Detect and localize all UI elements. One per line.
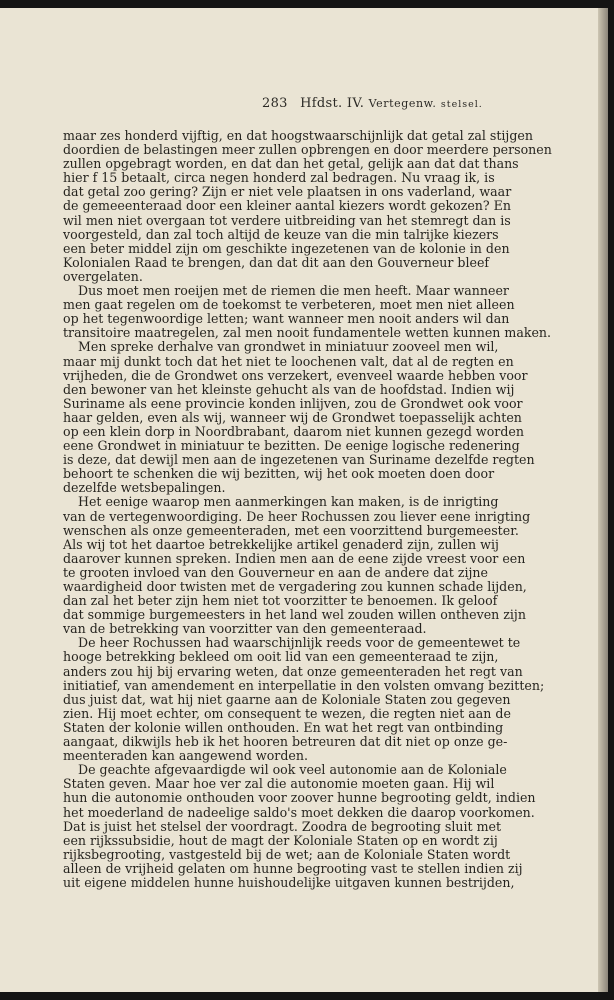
- text-line: Men spreke derhalve van grondwet in miniatuur zooveel men wil,: [78, 339, 499, 355]
- text-line: Suriname als eene provincie konden inlijven, zou de Grondwet ook voor: [63, 395, 523, 411]
- text-line: dan zal het beter zijn hem niet tot voorzitter te benoemen. Ik geloof: [63, 593, 498, 609]
- text-line: Dat is juist het stelsel der voordragt. Zoodra de begrooting sluit met: [63, 818, 502, 834]
- paragraph: [63, 762, 536, 890]
- chapter-label: Hfdst. IV.: [300, 96, 365, 111]
- text-line: op het tegenwoordige letten; want wanneer men nooit anders wil dan: [63, 311, 510, 327]
- text-line: is deze, dat dewijl men aan de ingezetenen van Suriname dezelfde regten: [63, 452, 535, 468]
- page-number: 283: [262, 96, 288, 111]
- section-title: Vertegenw.: [368, 97, 437, 110]
- text-line: dus juist dat, wat hij niet gaarne aan de Koloniale Staten zou gegeven: [63, 691, 511, 707]
- text-line: vrijheden, die de Grondwet ons verzekert, evenveel waarde hebben voor: [63, 367, 528, 383]
- text-line: initiatief, van amendement en interpellatie in den volsten omvang bezitten;: [63, 677, 545, 693]
- paragraph: [63, 339, 535, 496]
- text-line: behoort te schenken die wij bezitten, wij het ook moeten doen door: [63, 466, 495, 482]
- section-title-end: stelsel.: [440, 99, 483, 110]
- text-line: dat getal zoo gering? Zijn er niet vele plaatsen in ons vaderland, waar: [63, 184, 512, 200]
- text-line: Als wij tot het daartoe betrekkelijke artikel genaderd zijn, zullen wij: [63, 536, 499, 552]
- text-line: op een klein dorp in Noordbrabant, daarom niet kunnen gezegd worden: [63, 423, 524, 439]
- text-line: daarover kunnen spreken. Indien men aan de eene zijde vreest voor een: [63, 550, 526, 566]
- text-line: De heer Rochussen had waarschijnlijk reeds voor de gemeentewet te: [78, 635, 521, 651]
- text-line: Het eenige waarop men aanmerkingen kan maken, is de inrigting: [78, 494, 499, 510]
- text-line: Kolonialen Raad te brengen, dan dat dit aan den Gouverneur bleef: [63, 254, 490, 270]
- text-line: dat sommige burgemeesters in het land wel zouden willen ontheven zijn: [63, 607, 526, 623]
- text-line: wenschen als onze gemeenteraden, met een voorzittend burgemeester.: [63, 522, 519, 538]
- text-line: dezelfde wetsbepalingen.: [63, 480, 226, 496]
- text-line: zien. Hij moet echter, om consequent te wezen, die regten niet aan de: [63, 705, 511, 721]
- text-line: voorgesteld, dan zal toch altijd de keuze van die min talrijke kiezers: [63, 226, 499, 242]
- text-line: Dus moet men roeijen met de riemen die men heeft. Maar wanneer: [78, 283, 509, 299]
- text-line: een rijkssubsidie, hout de magt der Koloniale Staten op en wordt zij: [63, 832, 498, 848]
- text-line: den bewoner van het kleinste gehucht als van de hoofdstad. Indien wij: [63, 381, 515, 397]
- text-line: te grooten invloed van den Gouverneur en aan de andere dat zijne: [63, 564, 488, 580]
- text-line: wil men niet overgaan tot verdere uitbreiding van het stemregt dan is: [63, 212, 511, 228]
- page-edge: [598, 8, 608, 992]
- text-line: men gaat regelen om de toekomst te verbeteren, moet men niet alleen: [63, 297, 515, 313]
- text-line: hier f 15 betaalt, circa negen honderd zal bedragen. Nu vraag ik, is: [63, 170, 495, 186]
- text-line: een beter middel zijn om geschikte ingezetenen van de kolonie in den: [63, 240, 510, 256]
- text-line: uit eigene middelen hunne huishoudelijke uitgaven kunnen bestrijden,: [63, 874, 515, 890]
- text-line: het moederland de nadeelige saldo's moet dekken die daarop voorkomen.: [63, 804, 535, 820]
- text-line: Staten geven. Maar hoe ver zal die autonomie moeten gaan. Hij wil: [63, 776, 495, 792]
- text-line: de gemeeenteraad door een kleiner aantal kiezers wordt gekozen? En: [63, 198, 511, 214]
- text-line: hooge betrekking bekleed om ooit lid van een gemeenteraad te zijn,: [63, 649, 499, 665]
- text-line: hun die autonomie onthouden voor zoover hunne begrooting geldt, indien: [63, 790, 536, 806]
- text-line: anders zou hij bij ervaring weten, dat onze gemeenteraden het regt van: [63, 663, 523, 679]
- text-line: van de betrekking van voorzitter van den gemeenteraad.: [63, 621, 427, 637]
- text-line: overgelaten.: [63, 268, 143, 284]
- paragraph: [63, 635, 545, 764]
- text-line: waardigheid door twisten met de vergadering zou kunnen schade lijden,: [63, 579, 527, 594]
- text-line: De geachte afgevaardigde wil ook veel autonomie aan de Koloniale: [78, 762, 507, 778]
- text-line: haar gelden, even als wij, wanneer wij de Grondwet toepasselijk achten: [63, 409, 522, 425]
- text-line: aangaat, dikwijls heb ik het hooren betreuren dat dit niet op onze ge-: [63, 734, 508, 750]
- text-line: transitoire maatregelen, zal men nooit fundamentele wetten kunnen maken.: [63, 325, 552, 341]
- body-text: [63, 128, 552, 890]
- text-line: Staten der kolonie willen onthouden. En wat het regt van ontbinding: [63, 719, 504, 735]
- text-line: alleen de vrijheid gelaten om hunne begrooting vast te stellen indien zij: [63, 860, 523, 876]
- paragraph: [63, 128, 552, 284]
- text-line: zullen opgebragt worden, en dat dan het getal, gelijk aan dat dat thans: [63, 156, 519, 172]
- paragraph: [63, 283, 552, 341]
- text-line: van de vertegenwoordiging. De heer Rochussen zou liever eene inrigting: [63, 508, 531, 524]
- running-header: [262, 96, 483, 111]
- text-line: doordien de belastingen meer zullen opbrengen en door meerdere personen: [63, 142, 552, 158]
- text-line: meenteraden kan aangewend worden.: [63, 748, 308, 764]
- text-line: maar zes honderd vijftig, en dat hoogstwaarschijnlijk dat getal zal stijgen: [63, 128, 533, 143]
- paragraph: [63, 494, 531, 637]
- text-line: rijksbegrooting, vastgesteld bij de wet; aan de Koloniale Staten wordt: [63, 846, 511, 862]
- text-line: eene Grondwet in miniatuur te bezitten. De eenige logische redenering: [63, 438, 520, 454]
- text-line: maar mij dunkt toch dat het niet te loochenen valt, dat al de regten en: [63, 353, 514, 369]
